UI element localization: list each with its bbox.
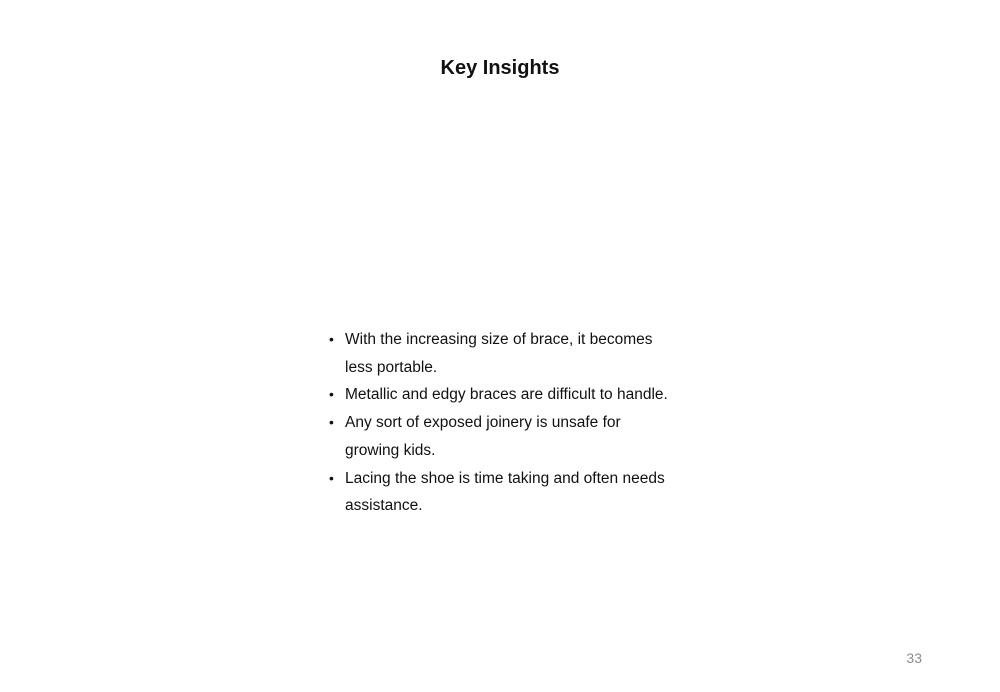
list-item (329, 381, 674, 409)
key-insights-list (329, 326, 674, 520)
bullet-icon: • (329, 331, 334, 347)
list-item (329, 465, 674, 520)
list-item (329, 326, 674, 381)
bullet-icon: • (329, 469, 334, 486)
bullet-icon: • (329, 414, 334, 431)
slide-title: Key Insights (440, 57, 560, 79)
list-item-text: With the increasing size of brace, it becomes less portable. (345, 331, 653, 376)
bullet-icon: • (329, 386, 334, 403)
list-item (329, 409, 674, 464)
page-number: 33 (906, 650, 922, 666)
list-item-text: Any sort of exposed joinery is unsafe for growing kids. (345, 414, 621, 459)
list-item-text: Lacing the shoe is time taking and often needs assistance. (345, 469, 665, 515)
list-item-text: Metallic and edgy braces are difficult to handle. (345, 386, 668, 404)
